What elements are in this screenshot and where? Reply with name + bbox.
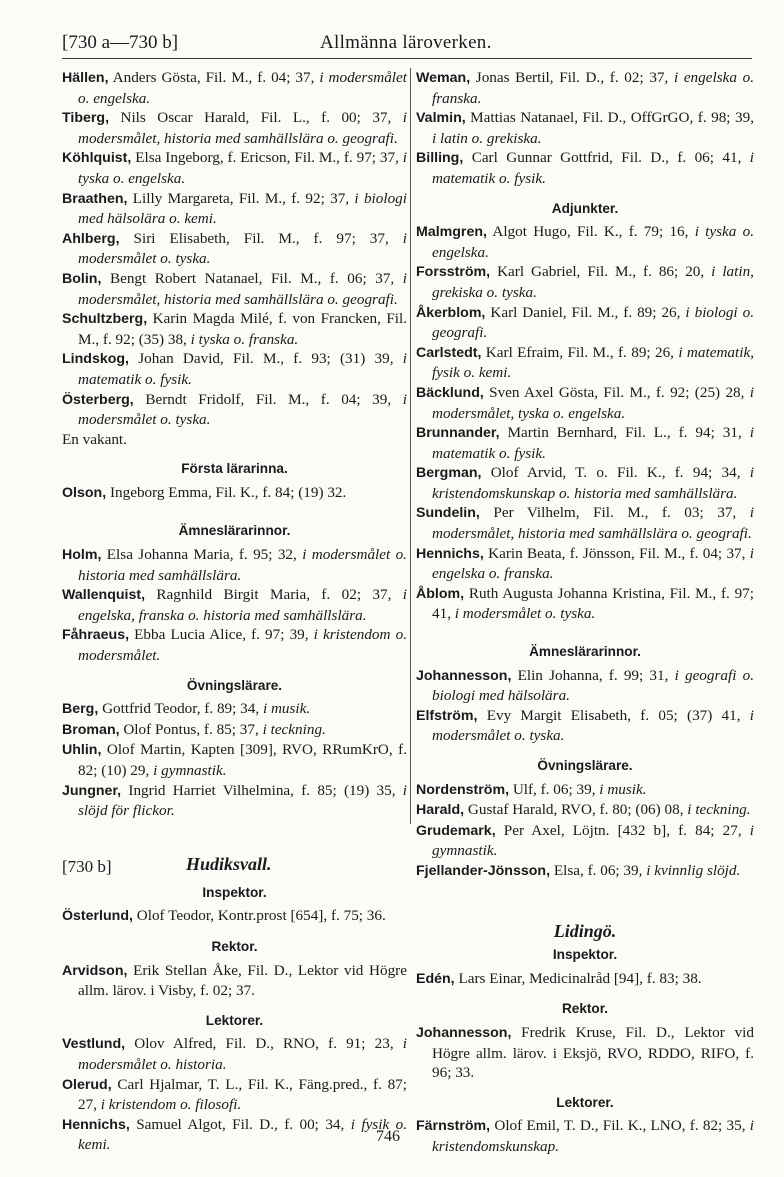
staff-entry	[416, 503, 754, 543]
section-heading-ovningslarare: Övningslärare.	[186, 677, 283, 693]
staff-name: Elfström,	[416, 707, 478, 724]
staff-name: Forsström,	[416, 264, 491, 281]
staff-name: Johannesson,	[416, 667, 512, 684]
staff-entry	[416, 969, 754, 990]
school-city-name: Hudiksvall.	[186, 853, 272, 874]
staff-subjects: i latin, grekiska o. tyska.	[432, 263, 754, 301]
staff-subjects: i tyska o. engelska.	[432, 223, 754, 261]
staff-entry	[62, 483, 407, 504]
staff-subjects: i kvinnlig slöjd.	[646, 861, 741, 879]
school-heading-hudiksvall	[62, 855, 407, 881]
staff-details: Ruth Augusta Johanna Kristina, Fil. M., f. 97; 41,	[432, 584, 754, 623]
staff-details: Bengt Robert Natanael, Fil. M., f. 06; 37,	[101, 269, 403, 287]
staff-subjects: i geografi o. biologi med hälsolära.	[432, 666, 755, 705]
staff-entry	[416, 706, 754, 746]
staff-name: Billing,	[416, 150, 464, 167]
staff-name: Hennichs,	[416, 545, 484, 562]
staff-subjects: i modersmålet, tyska o. engelska.	[432, 383, 754, 422]
staff-name: Edén,	[416, 970, 455, 987]
staff-entry	[62, 349, 407, 389]
staff-subjects: i matematik o. fysik.	[78, 350, 407, 388]
staff-list	[416, 1116, 754, 1156]
staff-entry	[416, 800, 754, 821]
staff-subjects: i engelska, franska o. historia med samhällslära.	[78, 586, 407, 624]
staff-name: Lindskog,	[62, 351, 129, 368]
staff-name: Nordenström,	[416, 781, 510, 798]
staff-name: Grudemark,	[416, 822, 496, 839]
section-heading-rektor: Rektor.	[561, 1001, 609, 1017]
staff-entry	[416, 108, 754, 148]
staff-list	[62, 483, 407, 504]
staff-entry	[62, 781, 407, 821]
staff-list	[62, 545, 407, 666]
staff-entry	[62, 1034, 407, 1074]
staff-name: Carlstedt,	[416, 344, 482, 361]
staff-entry	[62, 269, 407, 309]
staff-entry	[416, 343, 754, 383]
staff-details: Elsa, f. 06; 39,	[550, 861, 647, 879]
section-heading-amneslararinnor: Ämneslärarinnor.	[178, 523, 291, 539]
right-column	[416, 68, 754, 1157]
staff-entry	[416, 303, 754, 343]
staff-details: Karl Daniel, Fil. M., f. 89; 26,	[485, 303, 686, 321]
staff-subjects: i kristendom o. modersmålet.	[78, 626, 407, 665]
staff-list	[416, 969, 754, 990]
staff-name: Uhlin,	[62, 742, 102, 759]
staff-details: Olof Martin, Kapten [309], RVO, RRumKrO, f. 82; (10) 29,	[78, 741, 407, 779]
staff-details: Samuel Algot, Fil. D., f. 00; 34,	[129, 1115, 351, 1133]
staff-entry	[62, 148, 407, 188]
staff-entry	[62, 625, 407, 665]
staff-details: Karin Magda Milé, f. von Francken, Fil. M., f. 92; (35) 38,	[78, 310, 407, 348]
staff-entry	[62, 1075, 407, 1115]
staff-name: Åblom,	[416, 585, 465, 602]
staff-name: Johannesson,	[416, 1024, 512, 1041]
section-heading-rektor: Rektor.	[211, 938, 258, 954]
staff-name: Holm,	[62, 547, 102, 564]
staff-name: Tiberg,	[62, 110, 110, 127]
staff-subjects: i musik.	[599, 780, 647, 798]
staff-name: Olerud,	[62, 1076, 112, 1093]
staff-subjects: i biologi med hälsolära o. kemi.	[78, 189, 407, 228]
staff-details: Martin Bernhard, Fil. L., f. 94; 31,	[499, 424, 750, 442]
staff-details: Sven Axel Gösta, Fil. M., f. 92; (25) 28,	[483, 383, 750, 401]
staff-subjects: i modersmålet o. tyska.	[78, 390, 407, 429]
staff-entry	[62, 740, 407, 780]
staff-list	[416, 1023, 754, 1083]
staff-subjects: i modersmålet o. tyska.	[454, 605, 596, 623]
staff-details: Elsa Johanna Maria, f. 95; 32,	[101, 546, 303, 564]
staff-entry	[62, 720, 407, 741]
staff-details: Berndt Fridolf, Fil. M., f. 04; 39,	[133, 390, 403, 408]
staff-entry	[416, 666, 754, 706]
staff-subjects: i gymnastik.	[153, 762, 227, 779]
staff-details: Ebba Lucia Alice, f. 97; 39,	[129, 626, 314, 644]
staff-entry	[62, 545, 407, 585]
staff-subjects: i modersmålet o. tyska.	[432, 706, 754, 745]
staff-details: Johan David, Fil. M., f. 93; (31) 39,	[129, 350, 403, 368]
staff-name: Ahlberg,	[62, 230, 120, 247]
staff-entry	[416, 821, 754, 861]
staff-subjects: i gymnastik.	[432, 821, 754, 860]
staff-entry	[416, 68, 754, 108]
staff-details: Lars Einar, Medicinalråd [94], f. 83; 38.	[454, 969, 702, 987]
staff-name: Åkerblom,	[416, 304, 486, 321]
section-heading-amneslararinnor: Ämneslärarinnor.	[529, 644, 641, 660]
staff-entry	[416, 780, 754, 801]
staff-name: Olson,	[62, 484, 107, 501]
staff-entry	[416, 383, 754, 423]
staff-subjects: i engelska o. franska.	[432, 69, 754, 107]
staff-list	[416, 666, 754, 746]
staff-name: Wallenquist,	[62, 587, 146, 604]
staff-subjects: i kristendomskunskap o. historia med samhällslära.	[432, 464, 754, 502]
staff-name: Köhlquist,	[62, 150, 132, 167]
page-header	[62, 32, 752, 56]
staff-name: Broman,	[62, 721, 120, 738]
page-title: Allmänna läroverken.	[320, 32, 492, 53]
vacancy-note: En vakant.	[62, 430, 127, 448]
staff-entry	[62, 108, 407, 148]
staff-entry	[416, 1116, 754, 1156]
staff-name: Bergman,	[416, 465, 482, 482]
staff-entry	[416, 584, 754, 624]
staff-subjects: i modersmålet, historia med samhällslära o. geografi.	[78, 269, 407, 308]
staff-subjects: i modersmålet o. engelska.	[78, 69, 407, 107]
staff-list	[62, 1034, 407, 1155]
staff-details: Olov Alfred, Fil. D., RNO, f. 91; 23,	[125, 1035, 403, 1053]
column-divider	[410, 68, 411, 824]
staff-entry	[416, 423, 754, 463]
staff-details: Nils Oscar Harald, Fil. L., f. 00; 37,	[109, 109, 403, 127]
staff-subjects: i modersmålet o. historia.	[78, 1035, 407, 1073]
staff-subjects: i matematik o. fysik.	[432, 149, 754, 187]
staff-details: Gottfrid Teodor, f. 89; 34,	[98, 700, 263, 718]
staff-name: Brunnander,	[416, 425, 500, 442]
staff-subjects: i teckning.	[262, 720, 326, 738]
staff-name: Harald,	[416, 802, 465, 819]
staff-details: Fredrik Kruse, Fil. D., Lektor vid Högre allm. lärov. i Eksjö, RVO, RDDO, RIFO, f. 96; 33.	[432, 1023, 754, 1082]
staff-name: Fjellander-Jönsson,	[416, 862, 551, 879]
staff-subjects: i biologi o. geografi.	[432, 303, 754, 342]
staff-details: Algot Hugo, Fil. K., f. 79; 16,	[486, 223, 695, 241]
staff-entry	[62, 1115, 407, 1155]
staff-entry	[62, 906, 407, 927]
staff-details: Elin Johanna, f. 99; 31,	[511, 666, 675, 684]
staff-details: Elsa Ingeborg, f. Ericson, Fil. M., f. 97; 37,	[131, 149, 403, 167]
staff-name: Jungner,	[62, 782, 122, 799]
staff-name: Fåhraeus,	[62, 627, 130, 644]
staff-entry	[62, 309, 407, 349]
staff-details: Ingrid Harriet Vilhelmina, f. 85; (19) 35,	[121, 781, 403, 799]
staff-list	[62, 961, 407, 1001]
page-number: 746	[376, 1128, 400, 1145]
staff-details: Karl Gabriel, Fil. M., f. 86; 20,	[490, 263, 712, 281]
staff-entry	[62, 699, 407, 720]
staff-name: Färnström,	[416, 1118, 491, 1135]
staff-entry	[62, 390, 407, 430]
staff-name: Valmin,	[416, 110, 466, 127]
staff-details: Carl Gunnar Gottfrid, Fil. D., f. 06; 41,	[463, 149, 750, 167]
staff-subjects: i modersmålet o. tyska.	[78, 229, 407, 268]
staff-name: Berg,	[62, 701, 99, 718]
staff-details: Olof Arvid, T. o. Fil. K., f. 94; 34,	[481, 464, 750, 482]
staff-list	[62, 699, 407, 821]
section-heading-lektorer: Lektorer.	[556, 1094, 614, 1110]
staff-details: Olof Emil, T. D., Fil. K., LNO, f. 82; 35,	[490, 1117, 750, 1135]
section-heading-inspektor: Inspektor.	[202, 884, 267, 900]
staff-subjects: i fysik o. kemi.	[78, 1115, 407, 1154]
staff-entry	[62, 68, 407, 108]
left-column	[62, 68, 407, 1155]
staff-details: Lilly Margareta, Fil. M., f. 92; 37,	[127, 189, 355, 207]
staff-entry	[62, 585, 407, 625]
staff-details: Ulf, f. 06; 39,	[509, 780, 600, 798]
staff-list	[62, 68, 407, 430]
staff-entry	[416, 148, 754, 188]
staff-details: Siri Elisabeth, Fil. M., f. 97; 37,	[119, 229, 403, 247]
staff-subjects: i kristendom o. filosofi.	[100, 1096, 242, 1114]
staff-details: Olof Teodor, Kontr.prost [654], f. 75; 36.	[132, 907, 386, 925]
staff-entry	[62, 229, 407, 269]
staff-subjects: i tyska o. engelska.	[78, 149, 407, 187]
staff-list	[416, 68, 754, 189]
staff-name: Bolin,	[62, 270, 102, 287]
staff-name: Vestlund,	[62, 1036, 126, 1053]
staff-name: Bäcklund,	[416, 384, 484, 401]
page-section-reference: [730 a—730 b]	[62, 32, 179, 53]
staff-details: Per Vilhelm, Fil. M., f. 03; 37,	[479, 504, 750, 522]
staff-subjects: i matematik, fysik o. kemi.	[432, 343, 754, 382]
staff-entry	[62, 961, 407, 1001]
staff-details: Jonas Bertil, Fil. D., f. 02; 37,	[470, 69, 674, 86]
staff-details: Erik Stellan Åke, Fil. D., Lektor vid Högre allm. lärov. i Visby, f. 02; 37.	[78, 961, 407, 1000]
staff-name: Braathen,	[62, 190, 128, 207]
staff-subjects: i modersmålet, historia med samhällslära o. geografi.	[78, 109, 407, 147]
staff-details: Evy Margit Elisabeth, f. 05; (37) 41,	[477, 706, 750, 724]
staff-name: Österlund,	[62, 908, 133, 925]
staff-subjects: i musik.	[262, 700, 311, 718]
header-rule	[62, 58, 752, 59]
staff-details: Olof Pontus, f. 85; 37,	[119, 720, 263, 738]
staff-details: Carl Hjalmar, T. L., Fil. K., Fäng.pred., f. 87; 27,	[78, 1075, 407, 1114]
staff-entry	[416, 222, 754, 262]
staff-subjects: i latin o. grekiska.	[432, 129, 542, 147]
staff-subjects: i engelska o. franska.	[432, 544, 754, 583]
section-heading-ovningslarare: Övningslärare.	[537, 758, 633, 773]
staff-details: Karin Beata, f. Jönsson, Fil. M., f. 04; 37,	[483, 544, 750, 562]
staff-details: Ingeborg Emma, Fil. K., f. 84; (19) 32.	[106, 483, 347, 501]
staff-name: Hällen,	[62, 70, 109, 86]
staff-subjects: i matematik o. fysik.	[432, 424, 754, 462]
staff-entry	[416, 262, 754, 302]
section-heading-adjunkter: Adjunkter.	[551, 200, 619, 216]
staff-details: Ragnhild Birgit Maria, f. 02; 37,	[145, 586, 403, 604]
staff-subjects: i slöjd för flickor.	[78, 781, 407, 820]
staff-subjects: i teckning.	[687, 801, 751, 819]
staff-list	[416, 222, 754, 624]
school-city-name: Lidingö.	[553, 920, 617, 941]
staff-name: Hennichs,	[62, 1116, 130, 1133]
staff-details: Gustaf Harald, RVO, f. 80; (06) 08,	[464, 801, 688, 819]
staff-entry	[416, 544, 754, 584]
staff-name: Arvidson,	[62, 962, 128, 979]
staff-entry	[416, 463, 754, 503]
staff-name: Malmgren,	[416, 224, 487, 241]
staff-entry	[62, 189, 407, 229]
section-heading-forsta-lararinna: Första lärarinna.	[181, 461, 288, 477]
staff-subjects: i kristendomskunskap.	[432, 1117, 754, 1155]
staff-name: Österberg,	[62, 391, 134, 408]
staff-details: Karl Efraim, Fil. M., f. 89; 26,	[481, 343, 679, 361]
staff-list	[416, 780, 754, 882]
staff-name: Sundelin,	[416, 505, 480, 522]
staff-subjects: i tyska o. franska.	[190, 330, 299, 348]
staff-details: Per Axel, Löjtn. [432 b], f. 84; 27,	[495, 821, 750, 839]
school-section-reference: [730 b]	[62, 856, 112, 876]
section-heading-lektorer: Lektorer.	[205, 1012, 264, 1028]
staff-entry	[416, 1023, 754, 1083]
staff-name: Schultzberg,	[62, 311, 148, 328]
staff-details: Anders Gösta, Fil. M., f. 04; 37,	[108, 69, 320, 86]
staff-subjects: i modersmålet, historia med samhällslära o. geografi.	[432, 504, 754, 543]
staff-details: Mattias Natanael, Fil. D., OffGrGO, f. 98; 39,	[465, 109, 754, 127]
staff-subjects: i modersmålet o. historia med samhällslära.	[78, 546, 407, 584]
section-heading-inspektor: Inspektor.	[552, 947, 618, 963]
staff-name: Weman,	[416, 70, 471, 86]
staff-list	[62, 906, 407, 927]
staff-entry	[416, 861, 754, 882]
